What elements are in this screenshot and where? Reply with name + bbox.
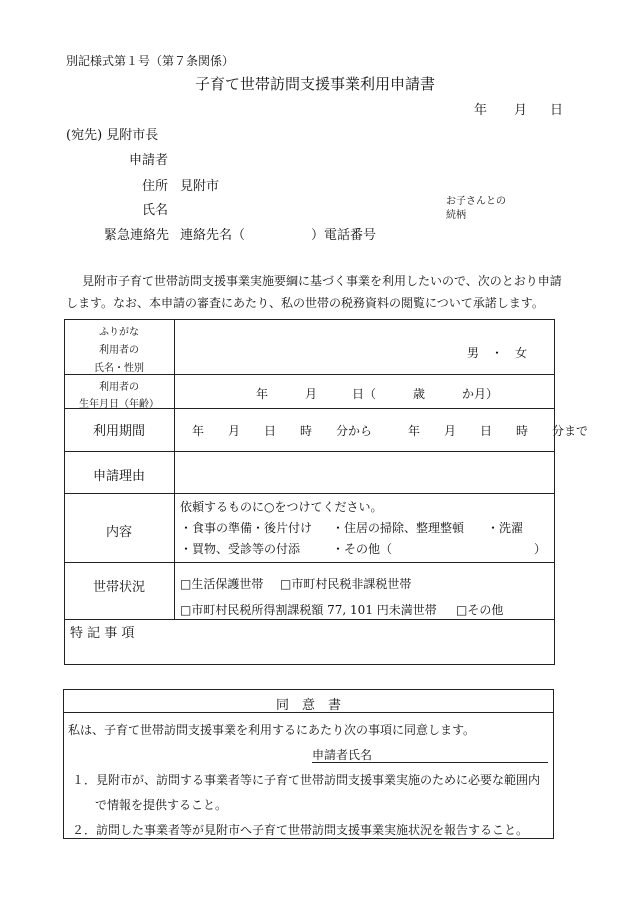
option-laundry[interactable]: ・洗濯	[487, 521, 524, 535]
date-year: 年	[474, 103, 488, 118]
reason-label: 申請理由	[92, 469, 145, 484]
consent-item-1-line-1: １．見附市が、訪問する事業者等に子育て世帯訪問支援事業実施のために必要な範囲内	[72, 773, 541, 787]
notes-field[interactable]	[66, 640, 552, 662]
content-label: 内容	[105, 525, 132, 540]
emergency-name: 連絡先名（	[180, 228, 246, 243]
option-shopping[interactable]: ・買物、受診等の付添	[180, 542, 301, 556]
intro-line-1: 見附市子育て世帯訪問支援事業実施要綱に基づく事業を利用したいので、次のとおり申請	[82, 274, 562, 288]
name-label: 氏名	[142, 203, 169, 218]
consent-item-2: ２．訪問した事業者等が見附市へ子育て世帯訪問支援事業実施状況を報告すること。	[72, 823, 529, 837]
checkbox-welfare[interactable]: □生活保護世帯	[180, 577, 264, 591]
birth-day[interactable]: 日（	[352, 387, 377, 401]
name-sex-label: 氏名・性別	[94, 363, 144, 374]
birth-age[interactable]: 歳	[413, 387, 426, 401]
birth-year[interactable]: 年	[256, 387, 269, 401]
notes-label: 特 記 事 項	[70, 626, 135, 641]
birth-months[interactable]: か月）	[462, 387, 499, 401]
birth-label-1: 利用者の	[99, 382, 139, 393]
date-day: 日	[550, 103, 564, 118]
consent-item-1-line-2: で情報を提供すること。	[95, 798, 228, 812]
period-label: 利用期間	[92, 424, 145, 439]
option-cleaning[interactable]: ・住居の掃除、整理整頓	[332, 521, 465, 535]
birth-month[interactable]: 月	[305, 387, 318, 401]
date-month: 月	[514, 103, 528, 118]
option-other-close: ）	[534, 542, 547, 556]
emergency-label: 緊急連絡先	[104, 228, 170, 243]
form-number: 別記様式第１号（第７条関係）	[66, 54, 235, 68]
intro-line-2: します。なお、本申請の審査にあたり、私の世帯の税務資料の閲覧について承諾します。	[66, 296, 544, 310]
reason-field[interactable]	[176, 453, 552, 491]
signer-label: 申請者氏名	[312, 748, 373, 762]
emergency-phone: ）電話番号	[311, 228, 377, 243]
user-label: 利用者の	[99, 345, 139, 356]
page-title: 子育て世帯訪問支援事業利用申請書	[194, 75, 435, 93]
furigana-label: ふりがな	[99, 327, 139, 338]
checkbox-tax-exempt[interactable]: □市町村民税非課税世帯	[280, 577, 412, 591]
address-value: 見附市	[180, 179, 220, 194]
signer-name-field[interactable]	[380, 744, 548, 762]
content-instruction: 依頼するものに○をつけてください。	[180, 500, 383, 514]
relation-label-2: 続柄	[446, 210, 466, 221]
option-other[interactable]: ・その他（	[332, 542, 393, 556]
checkbox-low-income[interactable]: □市町村民税所得割課税額 77, 101 円未満世帯	[180, 603, 437, 617]
address-label: 住所	[142, 179, 169, 194]
sex-options[interactable]: 男 ・ 女	[467, 346, 528, 360]
option-meal[interactable]: ・食事の準備・後片付け	[180, 521, 313, 535]
consent-title: 同 意 書	[275, 698, 341, 713]
period-value[interactable]: 年 月 日 時 分から 年 月 日 時 分まで	[192, 424, 589, 438]
applicant-label: 申請者	[129, 153, 169, 168]
consent-statement: 私は、子育て世帯訪問支援事業を利用するにあたり次の事項に同意します。	[68, 723, 476, 737]
checkbox-other[interactable]: □その他	[456, 603, 504, 617]
household-label: 世帯状況	[92, 580, 145, 595]
addressee: (宛先) 見附市長	[66, 128, 159, 143]
relation-label-1: お子さんとの	[446, 196, 506, 207]
birth-label-2: 生年月日（年齢）	[79, 399, 159, 410]
